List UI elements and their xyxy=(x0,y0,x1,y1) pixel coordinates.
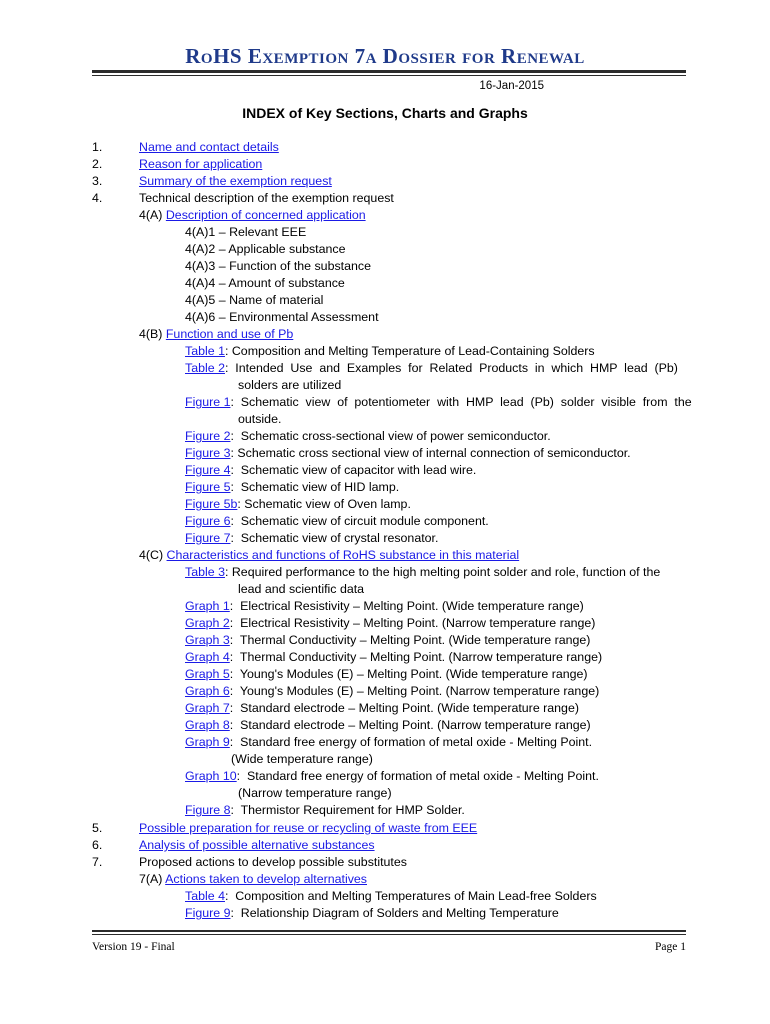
entry-graph-10 xyxy=(185,769,599,783)
entry-text: : Schematic cross-sectional view of power semiconductor. xyxy=(230,429,551,443)
link-figure-1[interactable]: Figure 1 xyxy=(185,395,231,409)
entry-figure-3 xyxy=(185,446,631,460)
entry-text: : Schematic view of capacitor with lead wire. xyxy=(230,463,477,477)
link-figure-2[interactable]: Figure 2 xyxy=(185,429,231,443)
link-graph-8[interactable]: Graph 8 xyxy=(185,718,230,732)
entry-graph-8 xyxy=(185,718,591,732)
title-rule xyxy=(92,70,686,73)
entry-figure-5b xyxy=(185,497,411,511)
entry-table-4 xyxy=(185,889,597,903)
index-heading: INDEX of Key Sections, Charts and Graphs xyxy=(242,105,528,121)
entry-figure-4 xyxy=(185,463,476,477)
footer-version: Version 19 - Final xyxy=(92,941,175,953)
entry-text: : Schematic view of potentiometer with HMP lead (Pb) solder visible from the xyxy=(230,395,692,409)
link-figure-8[interactable]: Figure 8 xyxy=(185,803,231,817)
link-description-application[interactable]: Description of concerned application xyxy=(165,208,366,222)
entry-text: : Required performance to the high melting point solder and role, function of the xyxy=(224,565,661,579)
entry-text: : Thermal Conductivity – Melting Point. (Wide temperature range) xyxy=(229,633,591,647)
link-graph-9[interactable]: Graph 9 xyxy=(185,735,230,749)
entry-text: : Relationship Diagram of Solders and Melting Temperature xyxy=(230,906,559,920)
entry-graph-7 xyxy=(185,701,579,715)
entry-graph-1 xyxy=(185,599,584,613)
entry-text: : Young's Modules (E) – Melting Point. (Narrow temperature range) xyxy=(229,684,600,698)
entry-text: : Intended Use and Examples for Related Products in which HMP lead (Pb) xyxy=(224,361,678,375)
entry-text: : Thermal Conductivity – Melting Point. (Narrow temperature range) xyxy=(229,650,603,664)
item-number: 2. xyxy=(92,157,103,171)
link-graph-5[interactable]: Graph 5 xyxy=(185,667,230,681)
footer-rule-thin xyxy=(92,934,686,935)
entry-figure-7 xyxy=(185,531,438,545)
link-figure-5b[interactable]: Figure 5b xyxy=(185,497,238,511)
entry-table-2 xyxy=(185,361,687,375)
item-number: 7. xyxy=(92,855,103,869)
entry-text: : Young's Modules (E) – Melting Point. (Wide temperature range) xyxy=(229,667,588,681)
entry-text: : Schematic cross sectional view of internal connection of semiconductor. xyxy=(230,446,631,460)
entry-table-1 xyxy=(185,344,595,358)
entry-text: : Composition and Melting Temperature of Lead-Containing Solders xyxy=(224,344,595,358)
entry-figure-6 xyxy=(185,514,489,528)
footer-rule xyxy=(92,930,686,932)
subsection-4c xyxy=(139,548,519,562)
subsection-4b xyxy=(139,327,293,341)
entry-text: : Composition and Melting Temperatures of Main Lead-free Solders xyxy=(224,889,597,903)
entry-text: : Standard free energy of formation of metal oxide - Melting Point. xyxy=(236,769,599,783)
document-date: 16-Jan-2015 xyxy=(479,80,544,92)
entry-graph-9 xyxy=(185,735,592,749)
entry-text: : Electrical Resistivity – Melting Point. (Narrow temperature range) xyxy=(229,616,596,630)
item-4a4: 4(A)4 – Amount of substance xyxy=(185,276,345,290)
link-figure-9[interactable]: Figure 9 xyxy=(185,906,231,920)
link-graph-7[interactable]: Graph 7 xyxy=(185,701,230,715)
link-figure-3[interactable]: Figure 3 xyxy=(185,446,231,460)
title-rule-thin xyxy=(92,75,686,76)
entry-figure-2 xyxy=(185,429,551,443)
entry-graph-2 xyxy=(185,616,595,630)
link-table-4[interactable]: Table 4 xyxy=(185,889,225,903)
link-graph-2[interactable]: Graph 2 xyxy=(185,616,230,630)
link-table-3[interactable]: Table 3 xyxy=(185,565,225,579)
entry-text: : Standard electrode – Melting Point. (Narrow temperature range) xyxy=(229,718,591,732)
entry-text: : Schematic view of Oven lamp. xyxy=(237,497,411,511)
item-number: 3. xyxy=(92,174,103,188)
item-4a1: 4(A)1 – Relevant EEE xyxy=(185,225,307,239)
entry-text: : Electrical Resistivity – Melting Point. (Wide temperature range) xyxy=(229,599,584,613)
link-reason-application[interactable]: Reason for application xyxy=(139,157,263,171)
entry-continuation: outside. xyxy=(238,412,282,426)
subsection-prefix: 4(B) xyxy=(139,327,166,341)
link-graph-1[interactable]: Graph 1 xyxy=(185,599,230,613)
subsection-4a xyxy=(139,208,366,222)
entry-continuation: solders are utilized xyxy=(238,378,342,392)
link-alternative-substances[interactable]: Analysis of possible alternative substances xyxy=(139,838,375,852)
link-figure-4[interactable]: Figure 4 xyxy=(185,463,231,477)
entry-text: : Schematic view of crystal resonator. xyxy=(230,531,439,545)
link-figure-5[interactable]: Figure 5 xyxy=(185,480,231,494)
entry-figure-8 xyxy=(185,803,465,817)
entry-figure-5 xyxy=(185,480,399,494)
item-number: 6. xyxy=(92,838,103,852)
entry-table-3 xyxy=(185,565,660,579)
item-proposed-actions: Proposed actions to develop possible substitutes xyxy=(139,855,407,869)
item-technical-description: Technical description of the exemption request xyxy=(139,191,394,205)
subsection-prefix: 7(A) xyxy=(139,872,166,886)
entry-graph-6 xyxy=(185,684,599,698)
item-number: 1. xyxy=(92,140,103,154)
item-4a5: 4(A)5 – Name of material xyxy=(185,293,324,307)
subsection-prefix: 4(C) xyxy=(139,548,167,562)
entry-continuation: lead and scientific data xyxy=(238,582,365,596)
item-4a2: 4(A)2 – Applicable substance xyxy=(185,242,346,256)
link-graph-3[interactable]: Graph 3 xyxy=(185,633,230,647)
entry-graph-3 xyxy=(185,633,590,647)
entry-text: : Standard free energy of formation of metal oxide - Melting Point. xyxy=(229,735,593,749)
entry-figure-9 xyxy=(185,906,559,920)
entry-graph-5 xyxy=(185,667,588,681)
entry-figure-1 xyxy=(185,395,692,409)
subsection-prefix: 4(A) xyxy=(139,208,166,222)
item-4a6: 4(A)6 – Environmental Assessment xyxy=(185,310,379,324)
link-function-use-pb[interactable]: Function and use of Pb xyxy=(165,327,294,341)
link-actions-alternatives[interactable]: Actions taken to develop alternatives xyxy=(165,872,367,886)
link-reuse-recycling[interactable]: Possible preparation for reuse or recycling of waste from EEE xyxy=(139,821,478,835)
link-name-contact[interactable]: Name and contact details xyxy=(139,140,279,154)
subsection-7a xyxy=(139,872,367,886)
document-title: RoHS Exemption 7a Dossier for Renewal xyxy=(185,44,585,68)
link-figure-6[interactable]: Figure 6 xyxy=(185,514,231,528)
entry-graph-4 xyxy=(185,650,602,664)
entry-text: : Thermistor Requirement for HMP Solder. xyxy=(230,803,465,817)
link-table-2[interactable]: Table 2 xyxy=(185,361,225,375)
link-table-1[interactable]: Table 1 xyxy=(185,344,225,358)
link-graph-6[interactable]: Graph 6 xyxy=(185,684,230,698)
link-summary-exemption[interactable]: Summary of the exemption request xyxy=(139,174,332,188)
footer-page-number: Page 1 xyxy=(655,941,686,953)
entry-continuation: (Narrow temperature range) xyxy=(238,786,392,800)
entry-text: : Schematic view of circuit module component. xyxy=(230,514,489,528)
link-figure-7[interactable]: Figure 7 xyxy=(185,531,231,545)
link-graph-10[interactable]: Graph 10 xyxy=(185,769,237,783)
link-graph-4[interactable]: Graph 4 xyxy=(185,650,230,664)
entry-continuation: (Wide temperature range) xyxy=(231,752,373,766)
entry-text: : Schematic view of HID lamp. xyxy=(230,480,400,494)
item-number: 5. xyxy=(92,821,103,835)
link-characteristics-functions[interactable]: Characteristics and functions of RoHS substance in this material xyxy=(166,548,520,562)
item-4a3: 4(A)3 – Function of the substance xyxy=(185,259,371,273)
entry-text: : Standard electrode – Melting Point. (Wide temperature range) xyxy=(229,701,579,715)
item-number: 4. xyxy=(92,191,103,205)
